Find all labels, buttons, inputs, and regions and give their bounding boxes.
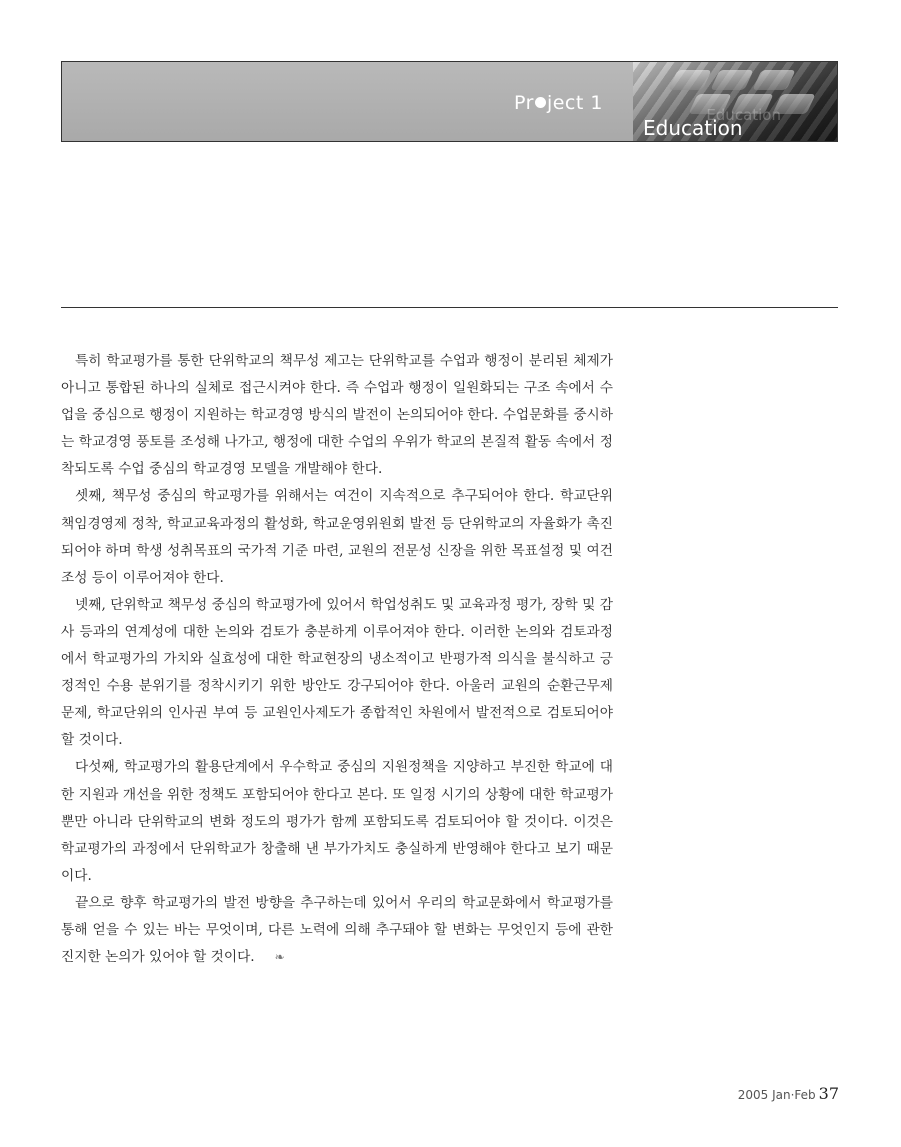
project-title	[514, 92, 603, 114]
photo-ghost-text: Education	[706, 106, 781, 124]
paragraph-5	[61, 890, 613, 971]
project-title-part-1: Pr	[514, 92, 534, 114]
section-divider	[61, 307, 838, 308]
keyboard-key-shape	[710, 70, 753, 90]
keyboard-key-shape	[752, 70, 795, 90]
paragraph-4: 다섯째, 학교평가의 활용단계에서 우수학교 중심의 지원정책을 지양하고 부진한 학교에 대한 지원과 개선을 위한 정책도 포함되어야 한다고 본다. 또 일정 시기의 상황에 대한 학교평가뿐만 아니라 단위학교의 변화 정도의 평가가 함께 포함되도록 검토되어야 할 것이다. 이것은 학교평가의 과정에서 단위학교가 창출해 낸 부가가치도 충실하게 반영해야 한다고 보기 때문이다.	[61, 759, 613, 884]
paragraph-5-text: 끝으로 향후 학교평가의 발전 방향을 추구하는데 있어서 우리의 학교문화에서 학교평가를 통해 얻을 수 있는 바는 무엇이며, 다른 노력에 의해 추구돼야 할 변화는 무엇인지 등에 관한 진지한 논의가 있어야 할 것이다.	[61, 894, 613, 966]
keyboard-photo	[633, 62, 837, 141]
paragraph-1: 특히 학교평가를 통한 단위학교의 책무성 제고는 단위학교를 수업과 행정이 분리된 체제가 아니고 통합된 하나의 실체로 접근시켜야 한다. 즉 수업과 행정이 일원화되는 구조 속에서 수업을 중심으로 행정이 지원하는 학교경영 방식의 발전이 논의되어야 한다. 수업문화를 중시하는 학교경영 풍토를 조성해 나가고, 행정에 대한 수업의 우위가 학교의 본질적 활동 속에서 정착되도록 수업 중심의 학교경영 모델을 개발해야 한다.	[61, 353, 613, 478]
issue-date: 2005 Jan·Feb	[737, 1088, 816, 1102]
keyboard-key-shape	[668, 70, 711, 90]
paragraph-3: 넷째, 단위학교 책무성 중심의 학교평가에 있어서 학업성취도 및 교육과정 평가, 장학 및 감사 등과의 연계성에 대한 논의와 검토가 충분하게 이루어져야 한다. 이러한 논의와 검토과정에서 학교평가의 가치와 실효성에 대한 학교현장의 냉소적이고 반평가적 의식을 불식하고 긍정적인 수용 분위기를 정착시키기 위한 방안도 강구되어야 한다. 아울러 교원의 순환근무제 문제, 학교단위의 인사권 부여 등 교원인사제도가 종합적인 차원에서 발전적으로 검토되어야 할 것이다.	[61, 596, 613, 749]
end-of-article-icon: ❧	[274, 950, 285, 965]
header-banner	[61, 61, 838, 142]
page-number: 37	[818, 1084, 839, 1103]
paragraph-2: 셋째, 책무성 중심의 학교평가를 위해서는 여건이 지속적으로 추구되어야 한다. 학교단위 책임경영제 정착, 학교교육과정의 활성화, 학교운영위원회 발전 등 단위학교의 자율화가 촉진되어야 하며 학생 성취목표의 국가적 기준 마련, 교원의 전문성 신장을 위한 목표설정 및 여건조성 등이 이루어져야 한다.	[61, 488, 613, 586]
page-footer	[738, 1084, 839, 1103]
article-body	[61, 348, 613, 971]
photo-caption-word: Education	[643, 116, 743, 140]
circle-o-glyph	[535, 97, 546, 108]
project-title-part-2: ject 1	[546, 92, 603, 114]
